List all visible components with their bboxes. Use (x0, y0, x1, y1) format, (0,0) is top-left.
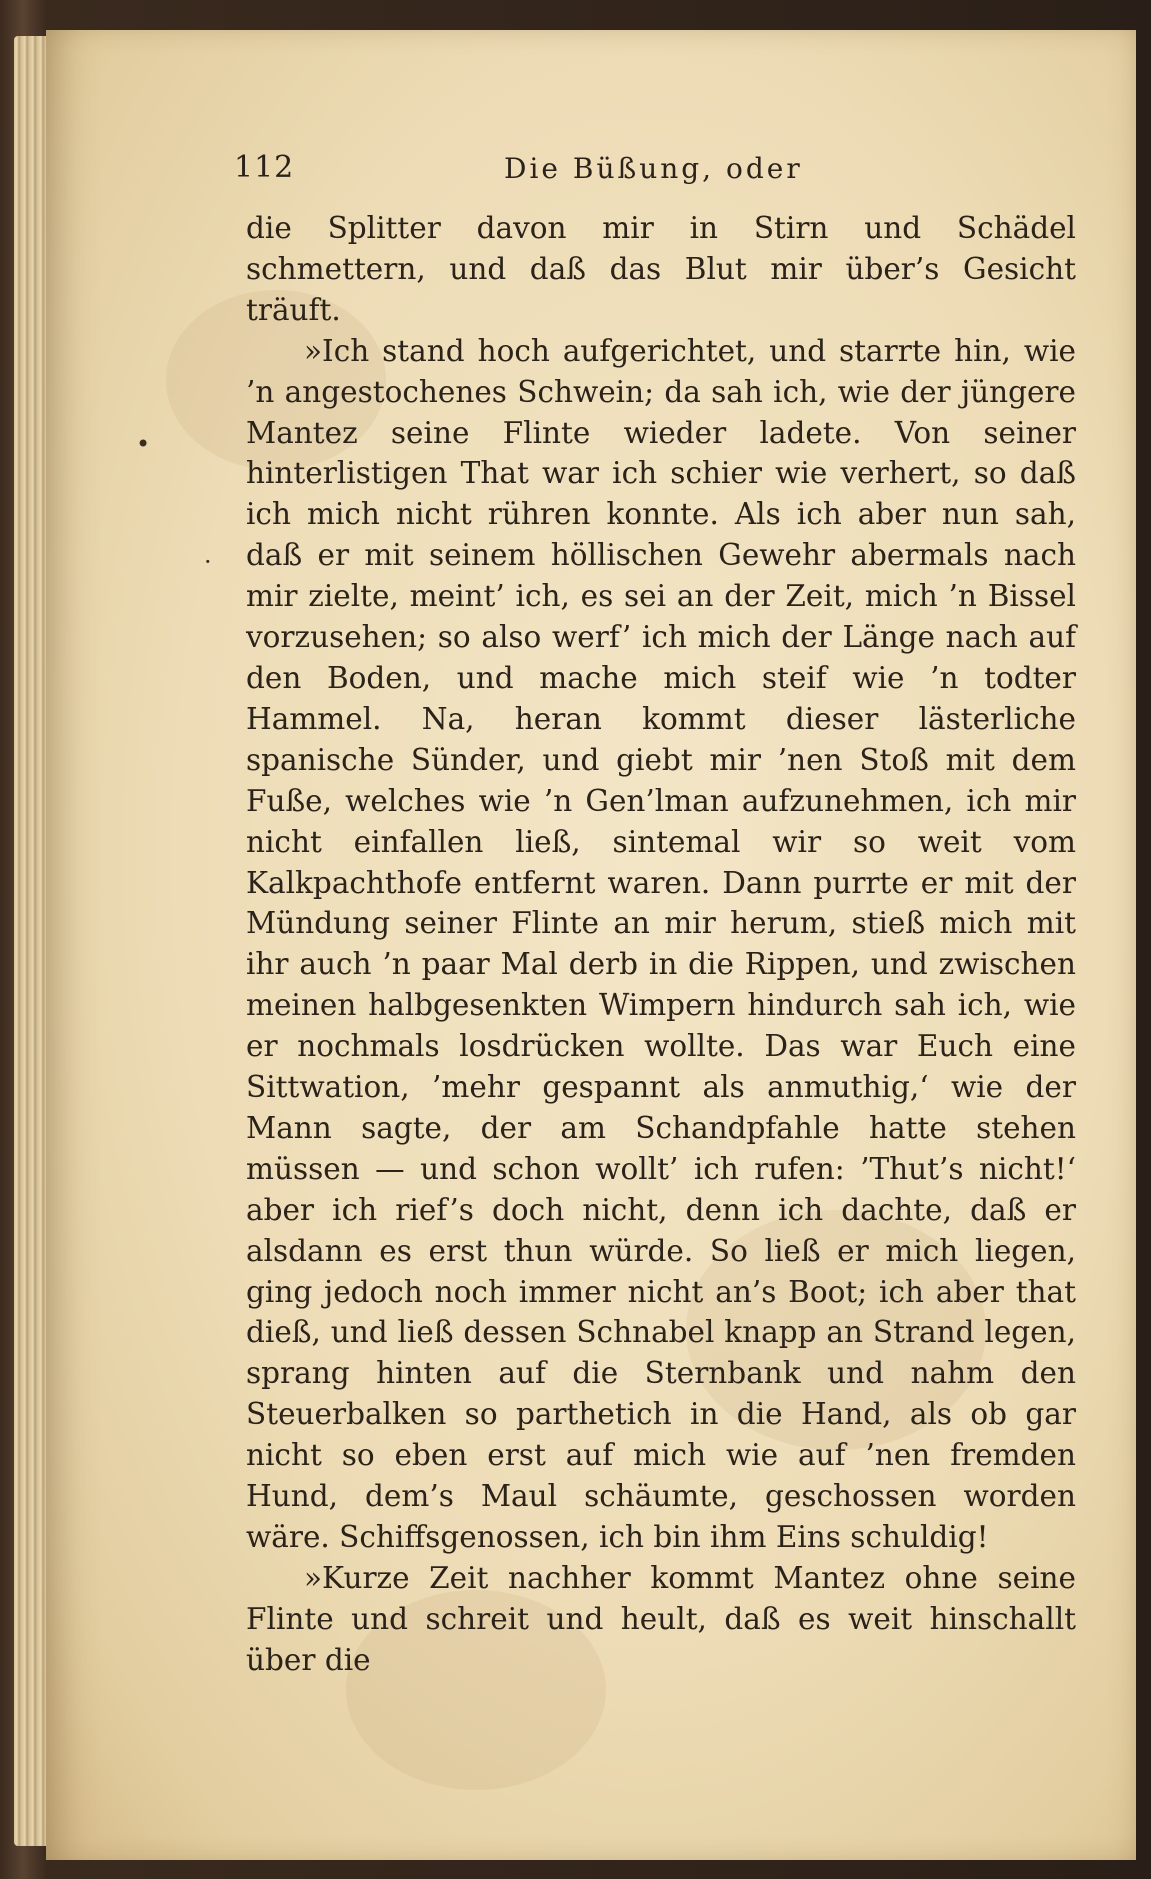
body-text (246, 208, 1076, 1681)
paragraph: »Ich stand hoch aufgerichtet, und starrte hin, wie ’n angestochenes Schwein; da sah ich, wie der jüngere Mantez seine Flinte wieder ladete. Von seiner hinterlistigen That war ich schier wie verhert, so daß ich mich nicht rühren konnte. Als ich aber nun sah, daß er mit seinem höllischen Gewehr abermals nach mir zielte, meint’ ich, es sei an der Zeit, mich ’n Bissel vorzusehen; so also werf’ ich mich der Länge nach auf den Boden, und mache mich steif wie ’n todter Hammel. Na, heran kommt dieser lästerliche spanische Sünder, und giebt mir ’nen Stoß mit dem Fuße, welches wie ’n Gen’lman aufzunehmen, ich mir nicht einfallen ließ, sintemal wir so weit vom Kalkpachthofe entfernt waren. Dann purrte er mit der Mündung seiner Flinte an mir herum, stieß mich mit ihr auch ’n paar Mal derb in die Rippen, und zwischen meinen halbgesenkten Wimpern hindurch sah ich, wie er nochmals losdrücken wollte. Das war Euch eine Sittwation, ’mehr gespannt als anmuthig,‘ wie der Mann sagte, der am Schandpfahle hatte stehen müssen — und schon wollt’ ich rufen: ’Thut’s nicht!‘ aber ich rief’s doch nicht, denn ich dachte, daß er alsdann es erst thun würde. So ließ er mich liegen, ging jedoch noch immer nicht an’s Boot; ich aber that dieß, und ließ dessen Schnabel knapp an Strand legen, sprang hinten auf die Sternbank und nahm den Steuerbalken so parthetich in die Hand, als ob gar nicht so eben erst auf mich wie auf ’nen fremden Hund, dem’s Maul schäumte, geschossen worden wäre. Schiffsgenossen, ich bin ihm Eins schuldig! (246, 333, 1076, 1554)
paragraph: »Kurze Zeit nachher kommt Mantez ohne seine Flinte und schreit und heult, daß es weit hinschallt über die (246, 1560, 1076, 1677)
page-number: 112 (234, 150, 295, 185)
running-head: Die Büßung, oder (504, 152, 803, 185)
margin-mark: · (204, 548, 212, 576)
page-header (234, 150, 854, 194)
margin-mark: • (136, 430, 151, 458)
paragraph: die Splitter davon mir in Stirn und Schädel schmettern, und daß das Blut mir über’s Gesicht träuft. (246, 211, 1076, 327)
